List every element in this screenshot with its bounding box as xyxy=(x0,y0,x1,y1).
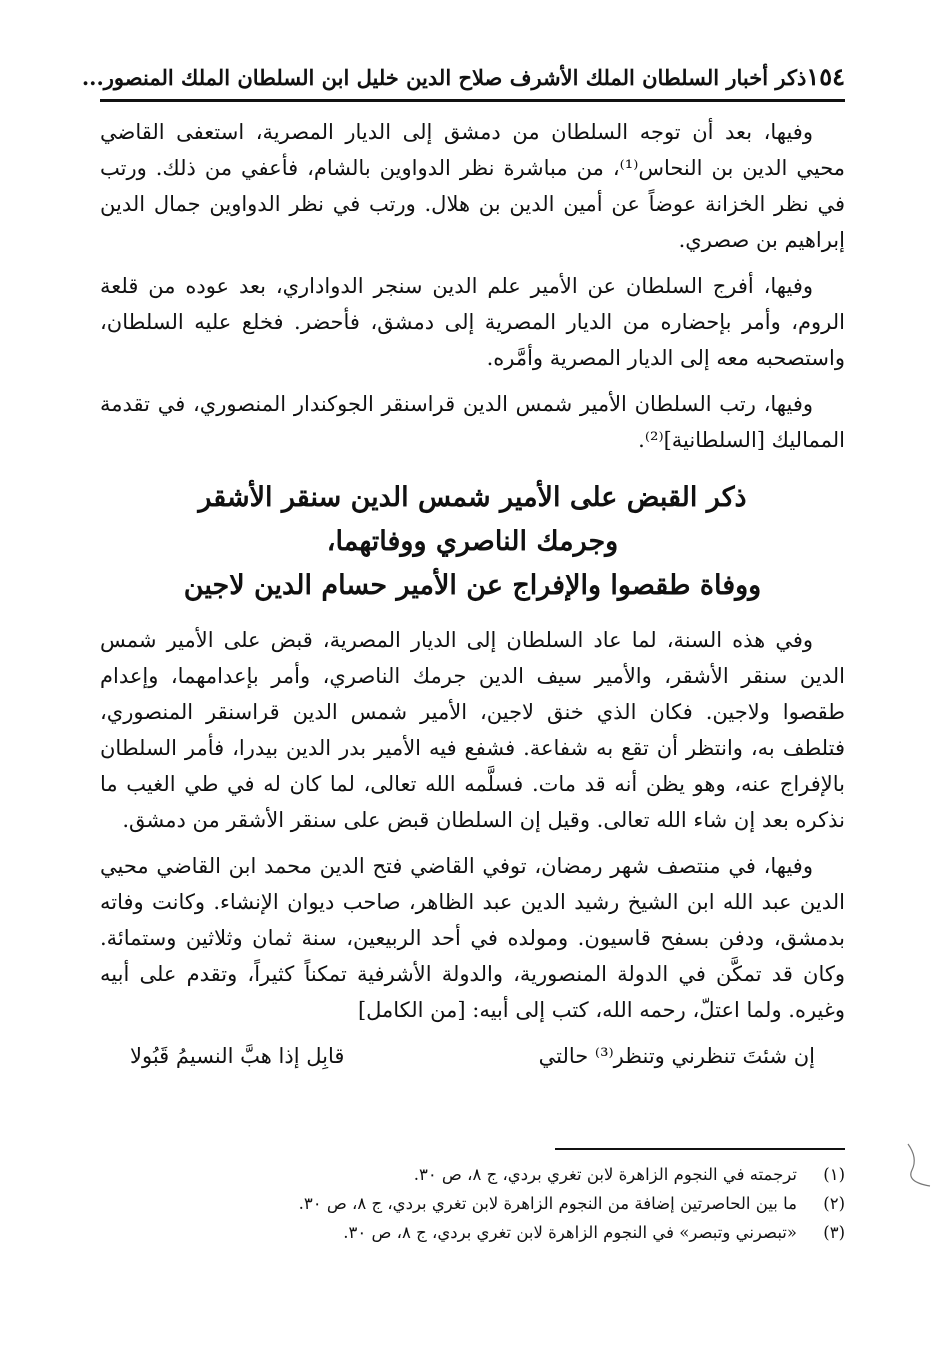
paragraph: وفيها، بعد أن توجه السلطان من دمشق إلى الديار المصرية، استعفى القاضي محيي الدين بن النحاس⁽¹⁾، من مباشرة نظر الدواوين بالشام، فأعفي من ذلك. ورتب في نظر الخزانة عوضاً عن أمين الدين بن هلال. ورتب في نظر الدواوين جمال الدين إبراهيم بن صصري. xyxy=(100,120,846,252)
verse-first-hemistich: إن شئتَ تنظرني وتنظر⁽³⁾ حالتي xyxy=(538,1044,815,1068)
page-number: ١٥٤ xyxy=(806,62,845,91)
footnote-text: ترجمته في النجوم الزاهرة لابن تغري بردي، ج ٨، ص ٣٠. xyxy=(413,1165,797,1184)
footnote xyxy=(100,1218,845,1247)
running-title: ذكر أخبار السلطان الملك الأشرف صلاح الدين خليل ابن السلطان الملك المنصور... xyxy=(81,65,807,90)
section-heading-line: وجرمك الناصري ووفاتهما، xyxy=(326,526,619,557)
footnote-number: (١) xyxy=(823,1165,845,1184)
footnotes xyxy=(100,1148,845,1247)
verse-second-hemistich: قابِل إذا هبَّ النسيمُ قَبُولا xyxy=(130,1044,345,1068)
paragraph: وفيها، أفرج السلطان عن الأمير علم الدين سنجر الدواداري، بعد عوده من قلعة الروم، وأمر بإحضاره من الديار المصرية إلى دمشق، فأحضر. فخلع عليه السلطان، واستصحبه معه إلى الديار المصرية وأمَّره. xyxy=(100,274,845,370)
poetry-verse xyxy=(130,1038,815,1074)
footnote-text: «تبصرني وتبصر» في النجوم الزاهرة لابن تغري بردي، ج ٨، ص ٣٠. xyxy=(343,1223,797,1242)
section-heading xyxy=(100,476,845,608)
footnote-number: (٣) xyxy=(823,1223,845,1242)
paragraph: وفيها، في منتصف شهر رمضان، توفي القاضي فتح الدين محمد ابن القاضي محيي الدين عبد الله ابن الشيخ رشيد الدين عبد الظاهر، صاحب ديوان الإنشاء. وكانت وفاته بدمشق، ودفن بسفح قاسيون. ومولده في أحد الربيعين، سنة ثمان وثلاثين وستمائة. وكان قد تمكَّن في الدولة المنصورية، والدولة الأشرفية تمكناً كثيراً، وتقدم على أبيه وغيره. ولما اعتلّ، رحمه الله، كتب إلى أبيه: [من الكامل] xyxy=(100,854,845,1022)
footnote xyxy=(100,1160,845,1189)
section-heading-line: ووفاة طقصوا والإفراج عن الأمير حسام الدين لاجين xyxy=(183,570,762,601)
scan-edge-mark xyxy=(906,1140,934,1190)
footnote xyxy=(100,1189,845,1218)
page-body xyxy=(100,114,845,1074)
paragraph: وفي هذه السنة، لما عاد السلطان إلى الديار المصرية، قبض على الأمير شمس الدين سنقر الأشقر، والأمير سيف الدين جرمك الناصري، وأمر بإعدامهما، وإعدام طقصوا ولاجين. فكان الذي خنق لاجين، الأمير شمس الدين قراسنقر المنصوري، فتلطف به، وانتظر أن تقع به شفاعة. فشفع فيه الأمير بدر الدين بيدرا، فأمر السلطان بالإفراج عنه، وهو يظن أنه قد مات. فسلَّمه الله تعالى، لما كان له في طي الغيب ما نذكره بعد إن شاء الله تعالى. وقيل إن السلطان قبض على سنقر الأشقر من دمشق. xyxy=(100,628,845,832)
footnote-text: ما بين الحاصرتين إضافة من النجوم الزاهرة لابن تغري بردي، ج ٨، ص ٣٠. xyxy=(298,1194,797,1213)
book-page xyxy=(81,60,846,1074)
section-heading-line: ذكر القبض على الأمير شمس الدين سنقر الأشقر xyxy=(198,482,747,513)
footnote-number: (٢) xyxy=(823,1194,845,1213)
running-header xyxy=(81,60,845,102)
footnote-divider xyxy=(555,1148,845,1150)
paragraph: وفيها، رتب السلطان الأمير شمس الدين قراسنقر الجوكندار المنصوري، في تقدمة المماليك [السلطانية]⁽²⁾. xyxy=(100,392,845,452)
